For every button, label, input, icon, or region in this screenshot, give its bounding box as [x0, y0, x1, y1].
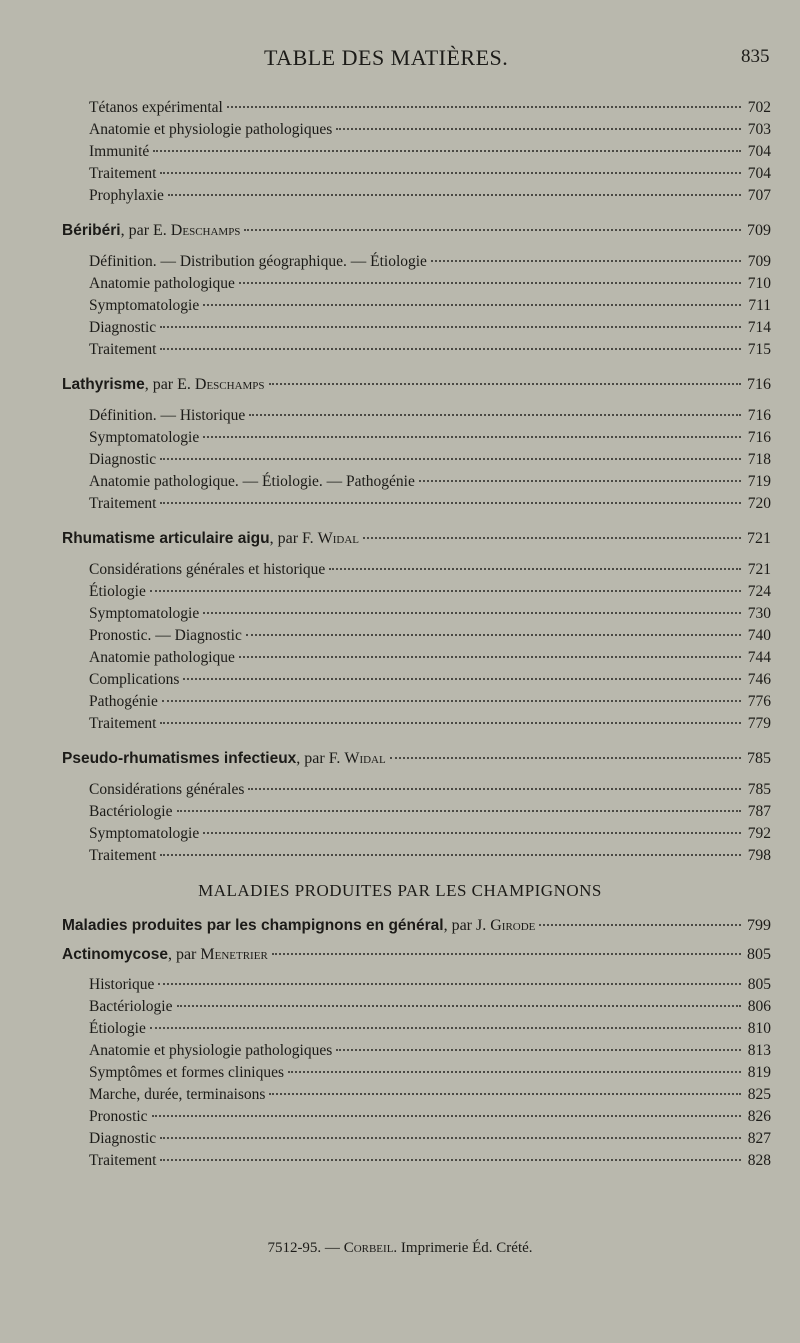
- toc-entry[interactable]: Pronostic 826: [89, 1108, 771, 1125]
- toc-entry[interactable]: Pronostic. — Diagnostic 740: [89, 627, 771, 644]
- header-title: TABLE DES MATIÈRES.: [264, 45, 509, 70]
- toc-entry[interactable]: Considérations générales 785: [89, 781, 771, 798]
- running-header: [0, 45, 800, 75]
- toc-entry[interactable]: Complications 746: [89, 671, 771, 688]
- toc-main-entry[interactable]: Rhumatisme articulaire aigu, par F. Widal 721: [62, 530, 771, 547]
- toc-entry[interactable]: Étiologie 724: [89, 583, 771, 600]
- toc-entry[interactable]: Anatomie et physiologie pathologiques 813: [89, 1042, 771, 1059]
- toc-entry[interactable]: Pathogénie 776: [89, 693, 771, 710]
- toc-entry[interactable]: Anatomie pathologique 710: [89, 275, 771, 292]
- toc-entry[interactable]: Traitement 704: [89, 165, 771, 182]
- toc-main-entry[interactable]: Maladies produites par les champignons en général, par J. Girode 799: [62, 917, 771, 934]
- toc-entry[interactable]: Symptômes et formes cliniques 819: [89, 1064, 771, 1081]
- toc-entry[interactable]: Prophylaxie 707: [89, 187, 771, 204]
- header-page-number: 835: [741, 46, 770, 67]
- toc-main-entry[interactable]: Béribéri, par E. Deschamps 709: [62, 222, 771, 239]
- toc-entry[interactable]: Marche, durée, terminaisons 825: [89, 1086, 771, 1103]
- toc-entry[interactable]: Anatomie et physiologie pathologiques 703: [89, 121, 771, 138]
- toc-entry[interactable]: Bactériologie 806: [89, 998, 771, 1015]
- toc-entry[interactable]: Traitement 828: [89, 1152, 771, 1169]
- toc-entry[interactable]: Tétanos expérimental 702: [89, 99, 771, 116]
- toc-main-entry[interactable]: Actinomycose, par Menetrier 805: [62, 946, 771, 963]
- toc-entry[interactable]: Définition. — Historique 716: [89, 407, 771, 424]
- section-heading: MALADIES PRODUITES PAR LES CHAMPIGNONS: [198, 881, 602, 900]
- toc-entry[interactable]: Immunité 704: [89, 143, 771, 160]
- toc-entry[interactable]: Traitement 720: [89, 495, 771, 512]
- toc-entry[interactable]: Symptomatologie 792: [89, 825, 771, 842]
- toc-entry[interactable]: Symptomatologie 711: [89, 297, 771, 314]
- toc-entry[interactable]: Historique 805: [89, 976, 771, 993]
- toc-entry[interactable]: Traitement 779: [89, 715, 771, 732]
- toc-entry[interactable]: Anatomie pathologique. — Étiologie. — Pathogénie 719: [89, 473, 771, 490]
- toc-entry[interactable]: Bactériologie 787: [89, 803, 771, 820]
- toc-entry[interactable]: Diagnostic 827: [89, 1130, 771, 1147]
- toc-entry[interactable]: Anatomie pathologique 744: [89, 649, 771, 666]
- toc-entry[interactable]: Étiologie 810: [89, 1020, 771, 1037]
- toc-entry[interactable]: Symptomatologie 730: [89, 605, 771, 622]
- toc-entry[interactable]: Symptomatologie 716: [89, 429, 771, 446]
- printer-imprint: 7512-95. — Corbeil. Imprimerie Éd. Crété.: [267, 1240, 533, 1256]
- toc-entry[interactable]: Traitement 798: [89, 847, 771, 864]
- toc-main-entry[interactable]: Pseudo-rhumatismes infectieux, par F. Widal 785: [62, 750, 771, 767]
- toc-entry[interactable]: Diagnostic 714: [89, 319, 771, 336]
- toc-entry[interactable]: Traitement 715: [89, 341, 771, 358]
- toc-entry[interactable]: Diagnostic 718: [89, 451, 771, 468]
- toc-entry[interactable]: Définition. — Distribution géographique. — Étiologie 709: [89, 253, 771, 270]
- toc-entry[interactable]: Considérations générales et historique 721: [89, 561, 771, 578]
- toc-main-entry[interactable]: Lathyrisme, par E. Deschamps 716: [62, 376, 771, 393]
